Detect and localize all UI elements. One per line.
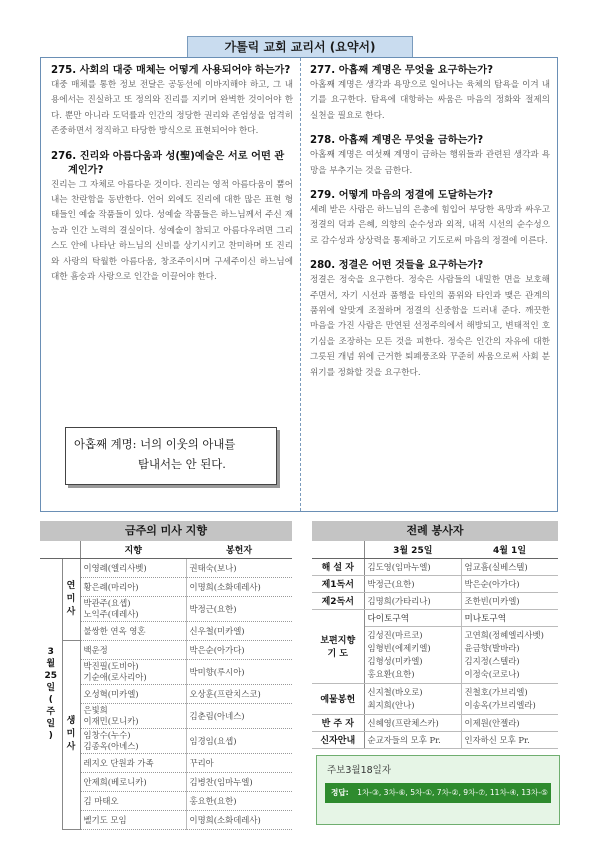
cell-line: 이재민(모니카) (83, 715, 139, 726)
table-row (312, 575, 558, 592)
cell-line: 박정근(요한) (367, 578, 415, 589)
mass-offerer-cell (186, 659, 292, 684)
question-heading (51, 64, 293, 78)
mass-intention-cell (80, 577, 186, 596)
cell-line: 은빛희 (83, 704, 108, 715)
duty-role-cell (312, 731, 364, 748)
mass-offerer-cell (186, 772, 292, 791)
duty-value-cell (461, 575, 558, 592)
cell-line: 권태숙(보나) (189, 562, 237, 573)
duty-value-cell (364, 626, 461, 683)
cell-line: 박관주(요셉) (83, 597, 131, 608)
date-char: 3 (47, 646, 54, 657)
cell-line: 노익주(데레사) (83, 608, 139, 619)
duty-value-cell (461, 731, 558, 748)
commandment-callout (65, 427, 277, 485)
group-char: 미 (66, 729, 76, 739)
cell-line: 이정숙(코로나) (464, 668, 520, 679)
duty-header-date2: 4월 1일 (461, 541, 558, 558)
mass-offerer-cell (186, 753, 292, 772)
table-row (312, 609, 558, 626)
cell-line: 황은례(마리아) (83, 581, 139, 592)
mass-intention-cell (80, 810, 186, 829)
question-heading (310, 64, 550, 78)
duty-value-cell (364, 575, 461, 592)
cell-line: 이명희(소화데레사) (189, 814, 261, 825)
cell-line: 신지철(바오로) (367, 686, 423, 697)
duty-value-cell (364, 592, 461, 609)
date-char: 일 (46, 718, 56, 729)
liturgy-servers-table (312, 541, 558, 749)
mass-offerer-cell (186, 684, 292, 703)
catechism-item-277 (310, 64, 550, 124)
mass-intention-cell (80, 791, 186, 810)
catechism-right-column (310, 64, 550, 391)
catechism-box (40, 57, 558, 512)
cell-line: 엄교흠(실베스텔) (464, 561, 528, 572)
quiz-answer-note (316, 755, 560, 825)
duty-header-spacer (312, 541, 364, 558)
duty-value-cell (364, 731, 461, 748)
duty-value-cell (461, 626, 558, 683)
cell-line: 안제희(베로니카) (83, 776, 147, 787)
duty-role-cell (312, 558, 364, 575)
question-number: 278. (310, 135, 336, 147)
cell-line: 레지오 단원과 가족 (83, 757, 154, 768)
duty-value-cell (364, 558, 461, 575)
date-char: 월 (46, 658, 56, 669)
duty-header-date1: 3월 25일 (364, 541, 461, 558)
role-line: 반 주 자 (321, 719, 354, 729)
mass-intention-cell (80, 703, 186, 728)
question-text: 정결은 어떤 것들을 요구하는가? (338, 260, 484, 272)
question-heading (310, 189, 550, 203)
group-char: 미 (66, 593, 76, 604)
mass-header-spacer (40, 541, 80, 558)
cell-line: 박은순(아가다) (464, 578, 520, 589)
duty-value-cell (461, 592, 558, 609)
table-row (312, 731, 558, 748)
cell-line: 김춘림(아네스) (189, 710, 245, 721)
quiz-answer-values: 1차-③, 3차-⑥, 5차-①, 7차-②, 9차-⑦, 11차-④, 13차-⑤ (357, 788, 548, 797)
answer-text: 세례 받은 사람은 하느님의 은총에 힘입어 부당한 욕망과 싸우고 정결의 덕과 은혜, 의향의 순수성과 외적, 내적 시선의 순수성으로 감수성과 상상력을 통제하고 기도로써 마음의 정결에 이른다. (310, 205, 550, 246)
mass-intention-cell (80, 558, 186, 577)
role-line: 예물봉헌 (320, 695, 356, 705)
mass-header-intention: 지향 (80, 541, 186, 558)
duty-value-cell (461, 558, 558, 575)
question-number: 276. (51, 150, 77, 162)
group-char: 사 (66, 606, 76, 617)
cell-line: 김지정(스텔라) (464, 655, 520, 666)
table-row (40, 558, 292, 577)
question-text: 아홉째 계명은 무엇을 금하는가? (338, 135, 484, 147)
mass-intention-cell (80, 684, 186, 703)
answer-text: 아홉째 계명은 여섯째 계명이 금하는 행위들과 관련된 생각과 욕망을 부추기는 것을 금한다. (310, 150, 550, 176)
duty-role-cell (312, 592, 364, 609)
mass-offerer-cell (186, 558, 292, 577)
question-text: 진리와 아름다움과 성(聖)예술은 서로 어떤 관계인가? (68, 150, 285, 176)
duty-role-cell (312, 609, 364, 683)
cell-line: 홍요환(요한) (367, 668, 415, 679)
answer-text: 아홉째 계명은 생각과 욕망으로 일어나는 육체의 탐욕을 이겨 내기를 요구한다. 탐욕에 대항하는 싸움은 마음의 정화와 절제의 실천을 필요로 한다. (310, 80, 550, 121)
mass-intention-cell (80, 640, 186, 659)
mass-offerer-cell (186, 703, 292, 728)
date-char: 25 (44, 670, 58, 681)
mass-offerer-cell (186, 577, 292, 596)
cell-line: 인자하신 모후 Pr. (464, 734, 530, 745)
date-char: ) (48, 730, 53, 741)
date-char: ( (48, 694, 53, 705)
catechism-item-275 (51, 64, 293, 140)
answer-text: 진리는 그 자체로 아름다운 것이다. 진리는 영적 아름다움이 뿜어내는 찬란함을 동반한다. 언어 외에도 진리에 대한 많은 표현 형태들인 예술 작품들이 있다. 성예술 작품들은 하느님께서 주신 재능과 인간 노력의 결실이다. 성예술이 참되고 아름다우려면 그리스도 안에 나타난 하느님의 신비를 상기시키고 찬미하며 또 진리와 사랑의 탁월한 아름다움, 창조주이시며 구세주이신 하느님에 대한 흠숭과 사랑으로 인간을 이끌어야 한다. (51, 179, 293, 283)
cell-line: 김형성(미카엘) (367, 655, 423, 666)
cell-line: 불쌍한 연옥 영혼 (83, 625, 146, 636)
cell-line: 이제원(안젤라) (464, 717, 520, 728)
cell-line: 김종옥(아녜스) (83, 740, 139, 751)
cell-line: 벨기도 모임 (83, 814, 127, 825)
question-number: 275. (51, 65, 77, 76)
duty-ward-cell: 다이토구역 (364, 609, 461, 626)
date-char: 주 (46, 706, 56, 717)
question-text: 사회의 대중 매체는 어떻게 사용되어야 하는가? (79, 65, 291, 76)
mass-header-offerer: 봉헌자 (186, 541, 292, 558)
role-line: 제1독서 (321, 580, 354, 590)
cell-line: 임형빈(에제키엘) (367, 642, 431, 653)
catechism-item-279 (310, 189, 550, 249)
quiz-answer-label: 정답: (331, 788, 349, 797)
cell-line: 이명희(소화데레사) (189, 581, 261, 592)
cell-line: 진철호(가브리엘) (464, 686, 528, 697)
table-row (312, 683, 558, 714)
answer-text: 정결은 정숙을 요구한다. 정숙은 사람들의 내밀한 면을 보호해 주면서, 자기 시선과 품행을 타인의 품위와 타인과 맺은 관계의 품위에 알맞게 조절하며 정결의 신중함을 드러내 준다. 깨끗한 마음을 가진 사람은 만연된 선정주의에서 해방되고, 변태적인 호기심을 조장하는 모든 것을 피한다. 정숙은 인간의 자유에 대한 그릇된 개념 위에 근거한 퇴폐풍조와 꾸준히 싸움으로써 사회 분위기를 정화할 것을 요구한다. (310, 275, 550, 378)
cell-line: 김 마태오 (83, 795, 119, 806)
duty-role-cell (312, 714, 364, 731)
mass-intention-cell (80, 728, 186, 753)
role-line: 제2독서 (321, 597, 354, 607)
mass-header-row (40, 541, 292, 558)
cell-line: 김성진(마르코) (367, 629, 423, 640)
table-row (312, 592, 558, 609)
duty-section-title: 전례 봉사자 (312, 521, 558, 541)
mass-intention-cell (80, 621, 186, 640)
cell-line: 임창수(누수) (83, 729, 131, 740)
cell-line: 이송옥(가브리엘라) (464, 699, 536, 710)
duty-role-cell (312, 683, 364, 714)
mass-date-cell (40, 558, 62, 829)
question-heading (310, 259, 550, 273)
commandment-line-1: 아홉째 계명: 너의 이웃의 아내를 (74, 437, 236, 451)
mass-offerer-cell (186, 621, 292, 640)
mass-offerer-cell (186, 640, 292, 659)
mass-group-label (62, 640, 80, 829)
catechism-item-276 (51, 150, 293, 286)
catechism-item-278 (310, 134, 550, 179)
mass-offerer-cell (186, 791, 292, 810)
catechism-banner-title: 가톨릭 교회 교리서 (요약서) (187, 36, 413, 58)
mass-intention-cell (80, 596, 186, 621)
cell-line: 이영례(엘리사벳) (83, 562, 147, 573)
mass-offerer-cell (186, 810, 292, 829)
cell-line: 꾸리아 (189, 757, 214, 768)
duty-value-cell (461, 714, 558, 731)
table-row (312, 714, 558, 731)
cell-line: 김명희(가타리나) (367, 595, 431, 606)
duty-value-cell (364, 683, 461, 714)
cell-line: 박정근(요한) (189, 603, 237, 614)
role-line: 보편지향 (320, 636, 356, 646)
cell-line: 기순애(로사리아) (83, 671, 147, 682)
question-number: 277. (310, 65, 336, 76)
mass-intention-cell (80, 772, 186, 791)
quiz-answer-bar (325, 783, 551, 803)
cell-line: 박미향(루시아) (189, 666, 245, 677)
question-text: 아홉째 계명은 무엇을 요구하는가? (338, 65, 494, 76)
mass-offerer-cell (186, 596, 292, 621)
group-char: 연 (66, 580, 76, 591)
mass-offerer-cell (186, 728, 292, 753)
cell-line: 김도영(임마누엘) (367, 561, 431, 572)
cell-line: 조한빈(미카엘) (464, 595, 520, 606)
commandment-line-2: 탐내서는 안 된다. (138, 457, 226, 471)
cell-line: 최지희(안나) (367, 699, 415, 710)
cell-line: 박은순(아가다) (189, 644, 245, 655)
table-row (312, 558, 558, 575)
mass-group-label (62, 558, 80, 640)
cell-line: 신혜영(프란체스카) (367, 717, 439, 728)
catechism-left-column (51, 64, 293, 295)
quiz-note-title: 주보3월18일자 (327, 765, 392, 776)
question-text: 어떻게 마음의 정결에 도달하는가? (338, 190, 494, 202)
mass-intention-cell (80, 659, 186, 684)
duty-value-cell (461, 683, 558, 714)
cell-line: 백운정 (83, 644, 108, 655)
question-heading (310, 134, 550, 148)
mass-section-title: 금주의 미사 지향 (40, 521, 292, 541)
cell-line: 윤금향(발바라) (464, 642, 520, 653)
answer-text: 대중 매체를 통한 정보 전달은 공동선에 이바지해야 하고, 그 내용에서는 진실하고 또 정의와 진리를 지키며 완벽한 것이어야 한다. 뿐만 아니라 도덕률과 인간의 정당한 권리와 존엄성을 엄격히 존중하면서 정직하고 타당한 방식으로 표현되어야 한다. (51, 80, 293, 137)
cell-line: 신우철(미카엘) (189, 625, 245, 636)
cell-line: 오성혁(미카엘) (83, 688, 139, 699)
group-char: 사 (66, 742, 76, 752)
duty-role-cell (312, 575, 364, 592)
role-line: 신자안내 (320, 736, 356, 746)
duty-value-cell (364, 714, 461, 731)
role-line: 해 설 자 (321, 563, 354, 573)
date-char: 일 (46, 682, 56, 693)
cell-line: 박진필(도비아) (83, 660, 139, 671)
question-number: 280. (310, 260, 336, 272)
table-row (40, 640, 292, 659)
cell-line: 순교자들의 모후 Pr. (367, 734, 441, 745)
cell-line: 임경임(요셉) (189, 735, 237, 746)
mass-intention-cell (80, 753, 186, 772)
cell-line: 김병찬(임마누엘) (189, 776, 253, 787)
mass-intentions-table (40, 541, 292, 830)
column-divider (300, 58, 301, 511)
cell-line: 오상훈(프란치스코) (189, 688, 261, 699)
duty-header-row (312, 541, 558, 558)
question-heading (51, 150, 293, 178)
duty-ward-cell: 미나토구역 (461, 609, 558, 626)
group-char: 생 (66, 716, 76, 726)
cell-line: 고연희(정혜엘리사벳) (464, 629, 544, 640)
question-number: 279. (310, 190, 336, 202)
catechism-item-280 (310, 259, 550, 381)
cell-line: 홍요한(요한) (189, 795, 237, 806)
role-line: 기 도 (327, 649, 349, 659)
